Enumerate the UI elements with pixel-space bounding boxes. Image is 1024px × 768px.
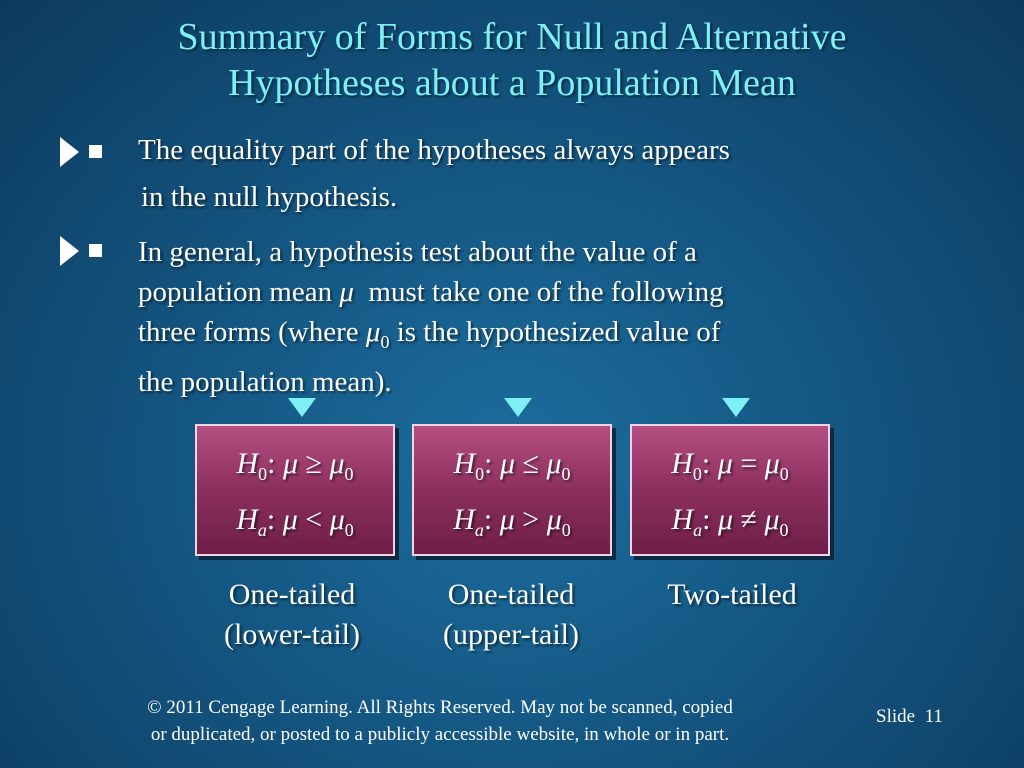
alternative-hypothesis: $H_a$: $\mu < \mu_0$ [236, 503, 354, 540]
down-arrow-icon [722, 398, 750, 417]
down-arrow-icon [288, 398, 316, 417]
bullet-2-text: In general, a hypothesis test about the value of a population mean μ must take one of the following three forms (where $\mu_0$ is the hypothesized value of the population mean). [138, 236, 724, 398]
caption-upper-tail: One-tailed (upper-tail) [443, 578, 579, 651]
title-line-1: Summary of Forms for Null and Alternative [177, 16, 847, 58]
copyright-footer: © 2011 Cengage Learning. All Rights Reserved. May not be scanned, copied or duplicated, or posted to a publicly accessible website, in whole or in part. [147, 697, 733, 745]
null-hypothesis: $H_0$: $\mu = \mu_0$ [671, 447, 789, 484]
alternative-hypothesis: $H_a$: $\mu \ne \mu_0$ [671, 503, 789, 540]
null-hypothesis: $H_0$: $\mu \le \mu_0$ [453, 447, 571, 484]
square-bullet-icon [89, 145, 102, 158]
down-arrow-icon [504, 398, 532, 417]
square-bullet-icon [89, 244, 102, 257]
hypothesis-box-upper-tail [412, 424, 612, 556]
slide-number: Slide 11 [876, 706, 943, 727]
mu-symbol: μ [365, 316, 381, 348]
hypothesis-box-lower-tail [195, 424, 395, 556]
title-line-2: Hypotheses about a Population Mean [228, 62, 796, 104]
bullet-1-text: The equality part of the hypotheses always appears in the null hypothesis. [138, 134, 730, 213]
slide-title [0, 14, 1024, 106]
alternative-hypothesis: $H_a$: $\mu > \mu_0$ [453, 503, 571, 540]
caption-two-tailed: Two-tailed [667, 578, 797, 611]
null-hypothesis: $H_0$: $\mu \ge \mu_0$ [236, 447, 354, 484]
arrow-icon [60, 236, 79, 266]
arrow-icon [60, 137, 79, 167]
caption-lower-tail: One-tailed (lower-tail) [224, 578, 360, 651]
mu-symbol: μ [339, 276, 354, 308]
hypothesis-box-two-tailed [630, 424, 830, 556]
